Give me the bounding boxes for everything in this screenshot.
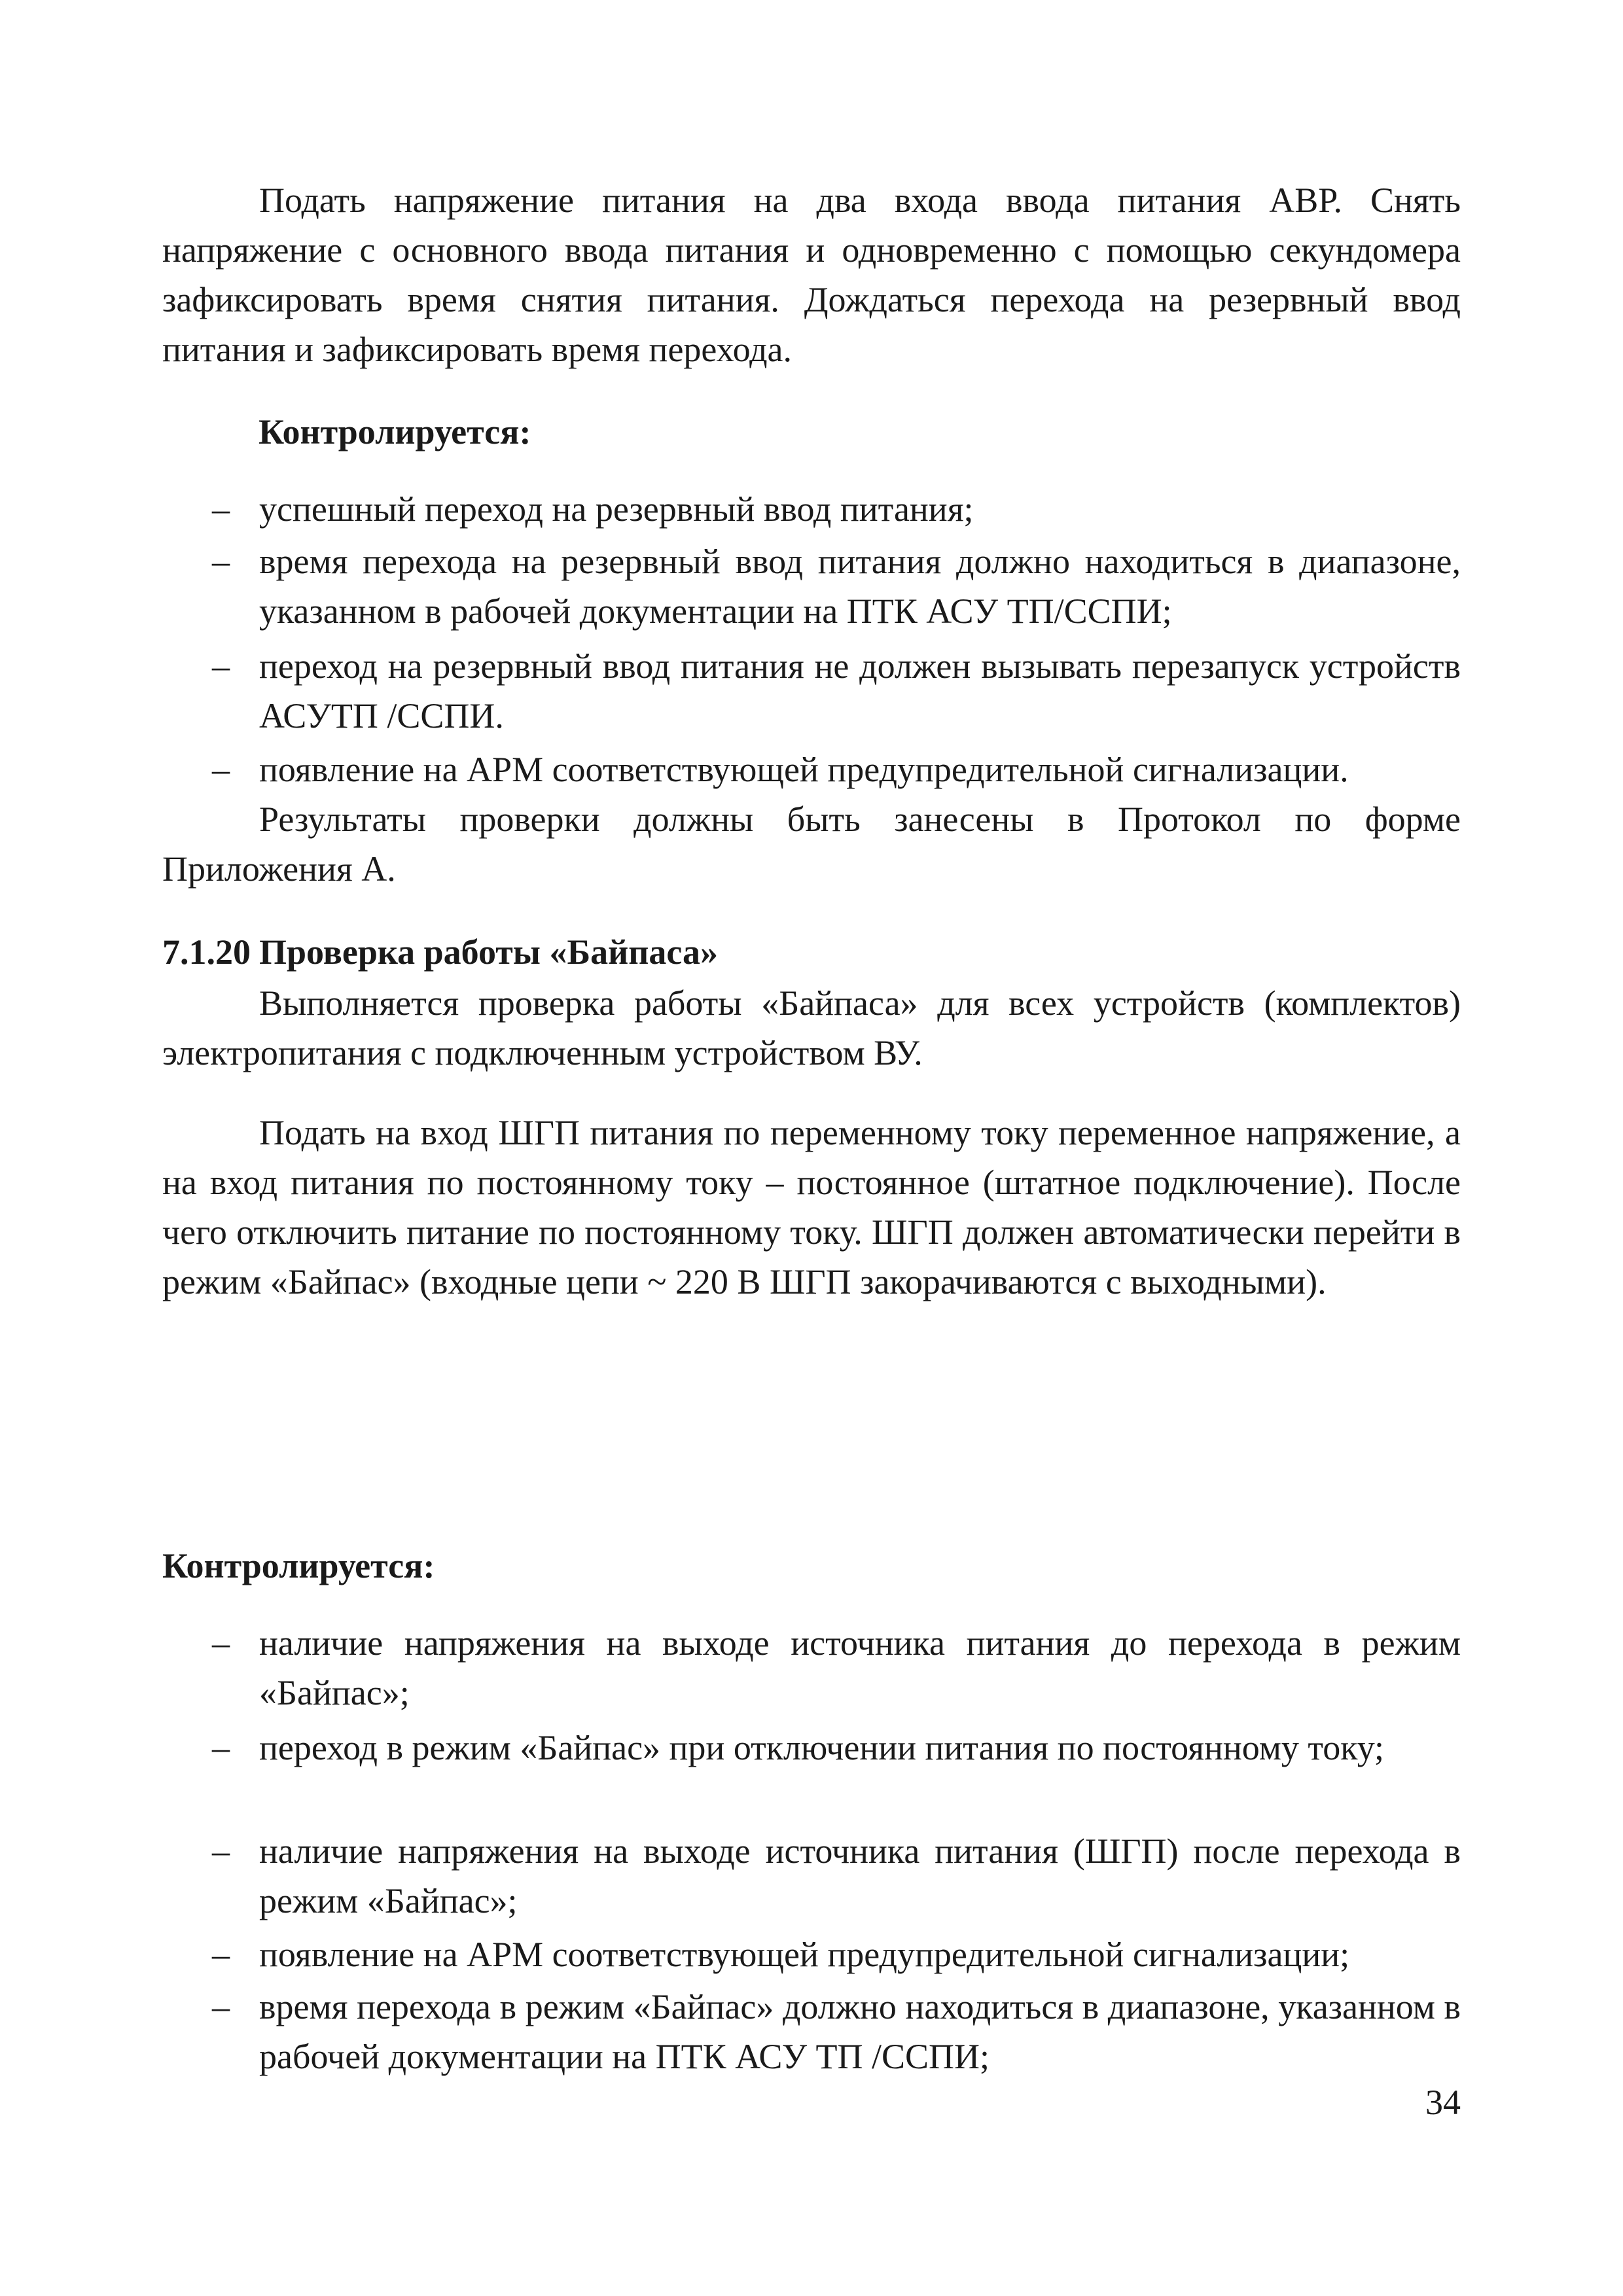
list-item: [162, 1618, 1461, 1718]
paragraph-bypass-procedure: Подать на вход ШГП питания по переменному току переменное напряжение, а на вход питания по постоянному току – постоянное (штатное подключение). После чего отключить питание по постоянному току. ШГП должен автоматически перейти в режим «Байпас» (входные цепи ~ 220 В ШГП закорачиваются с выходными).: [162, 1113, 1461, 1301]
list-item: [162, 537, 1461, 636]
list-item-text: время перехода в режим «Байпас» должно находиться в диапазоне, указанном в рабочей документации на ПТК АСУ ТП /ССПИ;: [259, 1987, 1461, 2076]
section-title: Проверка работы «Байпаса»: [259, 932, 718, 972]
list-item: [162, 641, 1461, 741]
bullet-dash: –: [212, 542, 230, 581]
section-number: 7.1.20: [162, 932, 251, 972]
list-item-text: наличие напряжения на выходе источника питания до перехода в режим «Байпас»;: [259, 1623, 1461, 1712]
list-item: [162, 1723, 1461, 1773]
list-item: [162, 484, 1461, 534]
list-item-text: появление на АРМ соответствующей предупредительной сигнализации;: [259, 1935, 1350, 1974]
list-item: [162, 745, 1461, 794]
bullet-dash: –: [212, 646, 230, 686]
list-item-text: появление на АРМ соответствующей предупредительной сигнализации.: [259, 750, 1349, 789]
list-item-text: переход на резервный ввод питания не должен вызывать перезапуск устройств АСУТП /ССПИ.: [259, 646, 1461, 735]
paragraph-bypass-scope: Выполняется проверка работы «Байпаса» для всех устройств (комплектов) электропитания с подключенным устройством ВУ.: [162, 983, 1461, 1072]
page-number: 34: [1425, 2083, 1461, 2122]
bullet-dash: –: [212, 1728, 230, 1767]
paragraph-results: Результаты проверки должны быть занесены в Протокол по форме Приложения А.: [162, 800, 1461, 889]
bullet-dash: –: [212, 1831, 230, 1871]
bullet-dash: –: [212, 750, 230, 789]
list-item-text: успешный переход на резервный ввод питания;: [259, 489, 974, 529]
section-heading: [162, 927, 718, 977]
controlled-heading-1: Контролируется:: [259, 412, 531, 451]
list-item-text: наличие напряжения на выходе источника питания (ШГП) после перехода в режим «Байпас»;: [259, 1831, 1461, 1920]
paragraph-avr-test: Подать напряжение питания на два входа ввода питания АВР. Снять напряжение с основного ввода питания и одновременно с помощью секундомера зафиксировать время снятия питания. Дождаться перехода на резервный ввод питания и зафиксировать время перехода.: [162, 181, 1461, 369]
list-item-text: переход в режим «Байпас» при отключении питания по постоянному току;: [259, 1728, 1385, 1767]
controlled-heading-2: Контролируется:: [162, 1546, 435, 1585]
bullet-dash: –: [212, 1935, 230, 1974]
list-item-text: время перехода на резервный ввод питания должно находиться в диапазоне, указанном в рабочей документации на ПТК АСУ ТП/ССПИ;: [259, 542, 1461, 631]
bullet-dash: –: [212, 489, 230, 529]
bullet-dash: –: [212, 1623, 230, 1663]
list-item: [162, 1930, 1461, 1979]
list-item: [162, 1982, 1461, 2081]
list-item: [162, 1826, 1461, 1926]
bullet-dash: –: [212, 1987, 230, 2026]
